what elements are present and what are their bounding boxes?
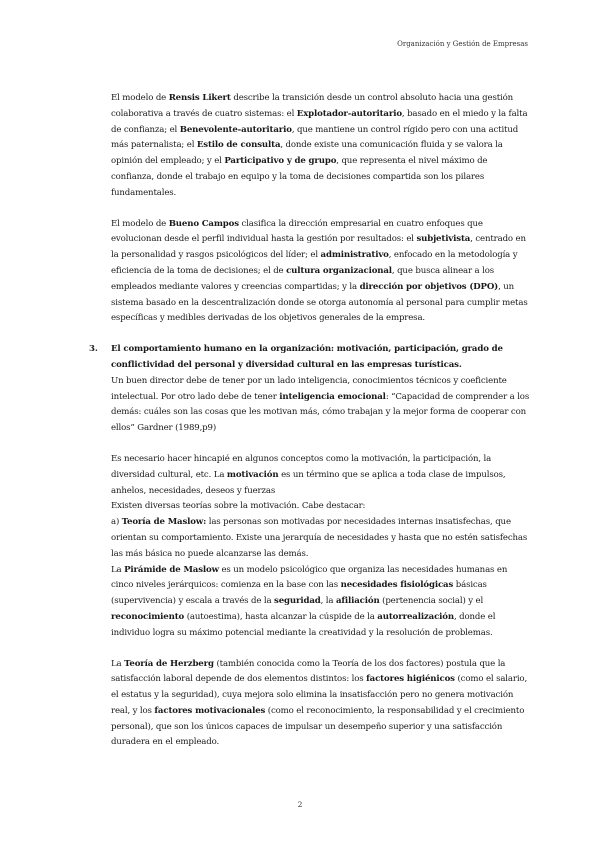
paragraph-herzberg: La Teoría de Herzberg (también conocida como la Teoría de los dos factores) postula que la satisfacción laboral depende de dos elementos distintos: los factores higiénicos (como el salario, el estatus y la seguridad), cuya mejora solo elimina la insatisfacción pero no genera motivación real, y los factores motivacionales (como el reconocimiento, la responsabilidad y el crecimiento personal), que son los únicos capaces de impulsar un desempeño superior y una satisfacción duradera en el empleado. bbox=[111, 658, 528, 748]
section-title: El comportamiento humano en la organización: motivación, participación, grado de conflictividad del personal y diversidad cultural en las empresas turísticas. bbox=[111, 344, 503, 370]
bold-term: dirección por objetivos (DPO) bbox=[359, 281, 499, 292]
bold-term: Participativo y de grupo bbox=[224, 156, 337, 167]
bold-term: factores higiénicos bbox=[366, 674, 455, 685]
bold-term: seguridad bbox=[274, 596, 321, 607]
bold-term: Pirámide de Maslow bbox=[124, 564, 219, 575]
bold-term: administrativo bbox=[320, 250, 389, 261]
section-number: 3. bbox=[89, 344, 98, 355]
bold-term: Estilo de consulta bbox=[196, 140, 281, 151]
running-header: Organización y Gestión de Empresas bbox=[397, 40, 528, 48]
bold-term: cultura organizacional bbox=[286, 265, 392, 276]
bold-term: Explotador-autoritario bbox=[296, 108, 402, 119]
bold-term: motivación bbox=[226, 469, 279, 480]
bold-term: Rensis Likert bbox=[168, 93, 231, 103]
paragraph-likert: El modelo de Rensis Likert describe la transición desde un control absoluto hacia una gestión colaborativa a través de cuatro sistemas: el Explotador-autoritario, basado en el miedo y la falta de confianza; el Benevolente-autoritario, que mantiene un control rígido pero con una actitud más paternalista; el Estilo de consulta, donde existe una comunicación fluida y se valora la opinión del empleado; y el Participativo y de grupo, que representa el nivel máximo de confianza, donde el trabajo en equipo y la toma de decisiones compartida son los pilares fundamentales. bbox=[111, 93, 528, 198]
section-heading bbox=[89, 342, 531, 374]
bold-term: subjetivista bbox=[416, 234, 471, 245]
bold-term: factores motivacionales bbox=[154, 705, 266, 716]
paragraph-maslow-theory: a) Teoría de Maslow: las personas son motivadas por necesidades internas insatisfechas, que orientan su comportamiento. Existe una jerarquía de necesidades y hasta que no estén satisfechas las más básica no puede alcanzarse las demás. bbox=[111, 517, 528, 559]
bold-term: reconocimiento bbox=[111, 611, 185, 622]
bold-term: necesidades fisiológicas bbox=[340, 580, 454, 591]
bold-term: Benevolente-autoritario bbox=[179, 124, 292, 135]
bold-term: Bueno Campos bbox=[168, 218, 239, 229]
paragraph-hincapie: Es necesario hacer hincapié en algunos conceptos como la motivación, la participación, la diversidad cultural, etc. La motivación es un término que se aplica a toda clase de impulsos, anhelos, necesidades, deseos y fuerzas bbox=[111, 453, 506, 496]
bold-term: afiliación bbox=[335, 596, 380, 607]
bold-term: autorrealización bbox=[377, 611, 454, 622]
paragraph-bueno-campos: El modelo de Bueno Campos clasifica la dirección empresarial en cuatro enfoques que evolucionan desde el perfil individual hasta la gestión por resultados: el subjetivista, centrado en la personalidad y rasgos psicológicos del líder; el administrativo, enfocado en la metodología y eficiencia de la toma de decisiones; el de cultura organizacional, que busca alinear a los empleados mediante valores y creencias compartidas; y la dirección por objetivos (DPO), un sistema basado en la descentralización donde se otorga autonomía al personal para cumplir metas específicas y medibles derivadas de los objetivos generales de la empresa. bbox=[111, 218, 528, 324]
bold-term: Teoría de Herzberg bbox=[124, 658, 214, 669]
page-number: 2 bbox=[297, 800, 303, 809]
paragraph-maslow-pyramid: La Pirámide de Maslow es un modelo psicológico que organiza las necesidades humanas en cinco niveles jerárquicos: comienza en la base con las necesidades fisiológicas básicas (supervivencia) y escala a través de la seguridad, la afiliación (pertenencia social) y el reconocimiento (autoestima), hasta alcanzar la cúspide de la autorrealización, donde el individuo logra su máximo potencial mediante la creatividad y la resolución de problemas. bbox=[111, 564, 508, 638]
document-body bbox=[89, 91, 531, 751]
paragraph-director: Un buen director debe de tener por un lado inteligencia, conocimientos técnicos y coeficiente intelectual. Por otro lado debe de tener inteligencia emocional: “Capacidad de comprender a los demás: cuáles son las cosas que les motivan más, cómo trabajan y la mejor forma de cooperar con ellos” Gardner (1989,p9) bbox=[111, 375, 530, 434]
bold-term: inteligencia emocional bbox=[279, 391, 386, 402]
paragraph-teorias-intro: Existen diversas teorías sobre la motivación. Cabe destacar: bbox=[111, 501, 366, 512]
bold-term: Teoría de Maslow: bbox=[121, 517, 207, 528]
